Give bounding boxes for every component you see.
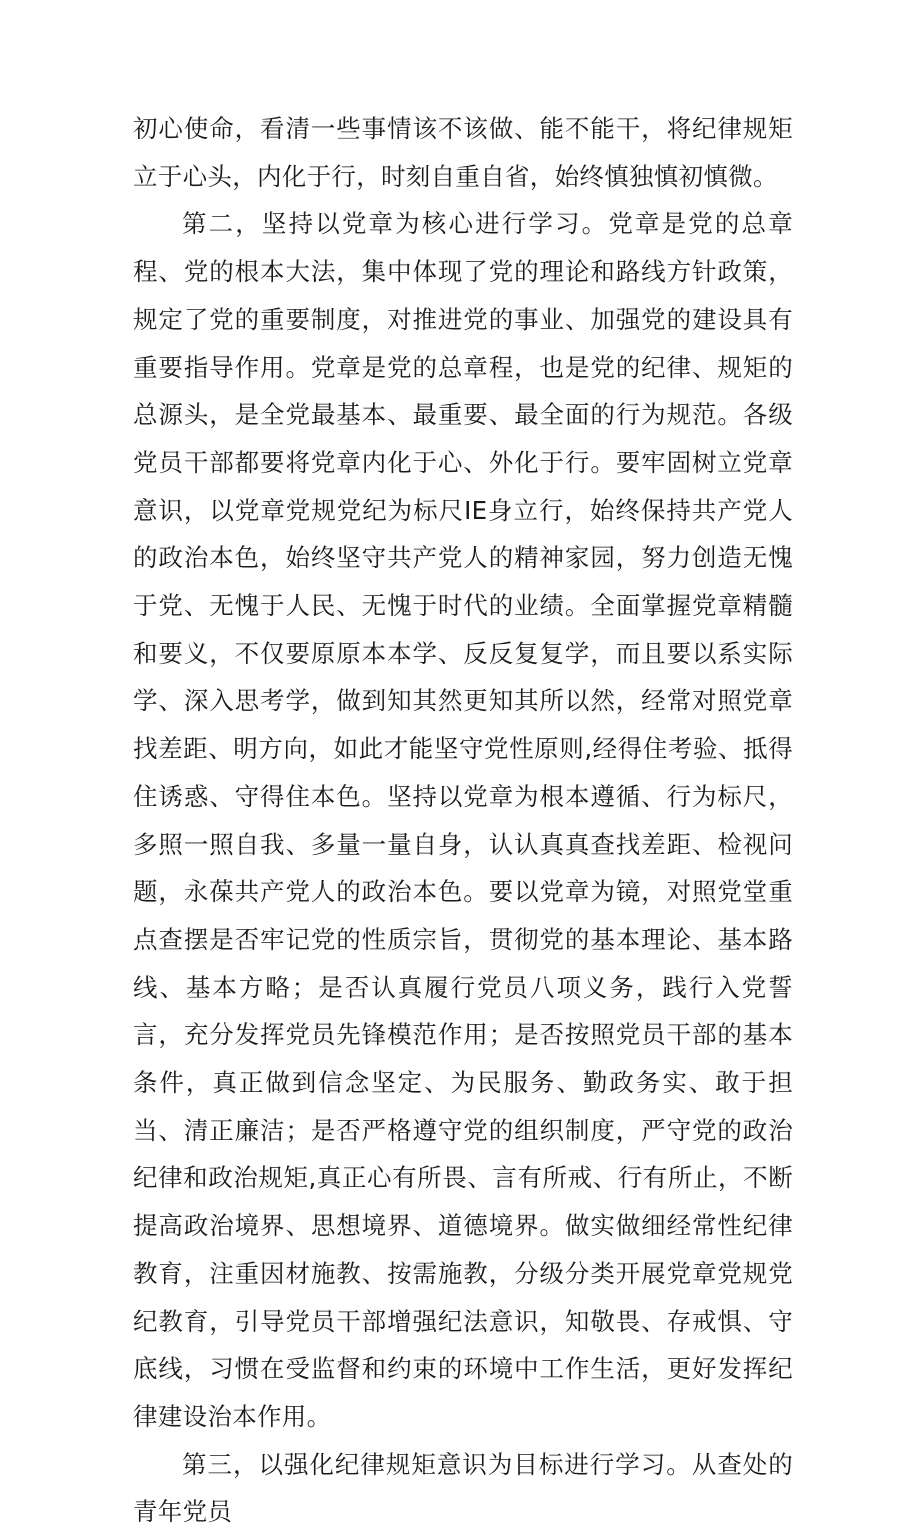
paragraph-continuation: 初心使命，看清一些事情该不该做、能不能干，将纪律规矩立于心头，内化于行，时刻自重自省，始终慎独慎初慎微。: [133, 114, 793, 191]
paragraph-third-point: 第三，以强化纪律规矩意识为目标进行学习。从查处的青年党员: [133, 1449, 793, 1527]
document-body: [133, 105, 793, 1536]
paragraph-second-point: 第二，坚持以党章为核心进行学习。党章是党的总章程、党的根本大法，集中体现了党的理论和路线方针政策，规定了党的重要制度，对推进党的事业、加强党的建设具有重要指导作用。党章是党的总章程，也是党的纪律、规矩的总源头，是全党最基本、最重要、最全面的行为规范。各级党员干部都要将党章内化于心、外化于行。要牢固树立党章意识，以党章党规党纪为标尺IE身立行，始终保持共产党人的政治本色，始终坚守共产党人的精神家园，努力创造无愧于党、无愧于人民、无愧于时代的业绩。全面掌握党章精髓和要义，不仅要原原本本学、反反复复学，而且要以系实际学、深入思考学，做到知其然更知其所以然，经常对照党章找差距、明方向，如此才能坚守党性原则,经得住考验、抵得住诱惑、守得住本色。坚持以党章为根本遵循、行为标尺，多照一照自我、多量一量自身，认认真真查找差距、检视问题，永葆共产党人的政治本色。要以党章为镜，对照党堂重点查摆是否牢记党的性质宗旨，贯彻党的基本理论、基本路线、基本方略；是否认真履行党员八项义务，践行入党誓言，充分发挥党员先锋模范作用；是否按照党员干部的基本条件，真正做到信念坚定、为民服务、勤政务实、敢于担当、清正廉洁；是否严格遵守党的组织制度，严守党的政治纪律和政治规矩,真正心有所畏、言有所戒、行有所止，不断提高政治境界、思想境界、道德境界。做实做细经常性纪律教育，注重因材施教、按需施教，分级分类开展党章党规党纪教育，引导党员干部增强纪法意识，知敬畏、存戒惧、守底线，习惯在受监督和约束的环境中工作生活，更好发挥纪律建设治本作用。: [133, 209, 793, 1431]
